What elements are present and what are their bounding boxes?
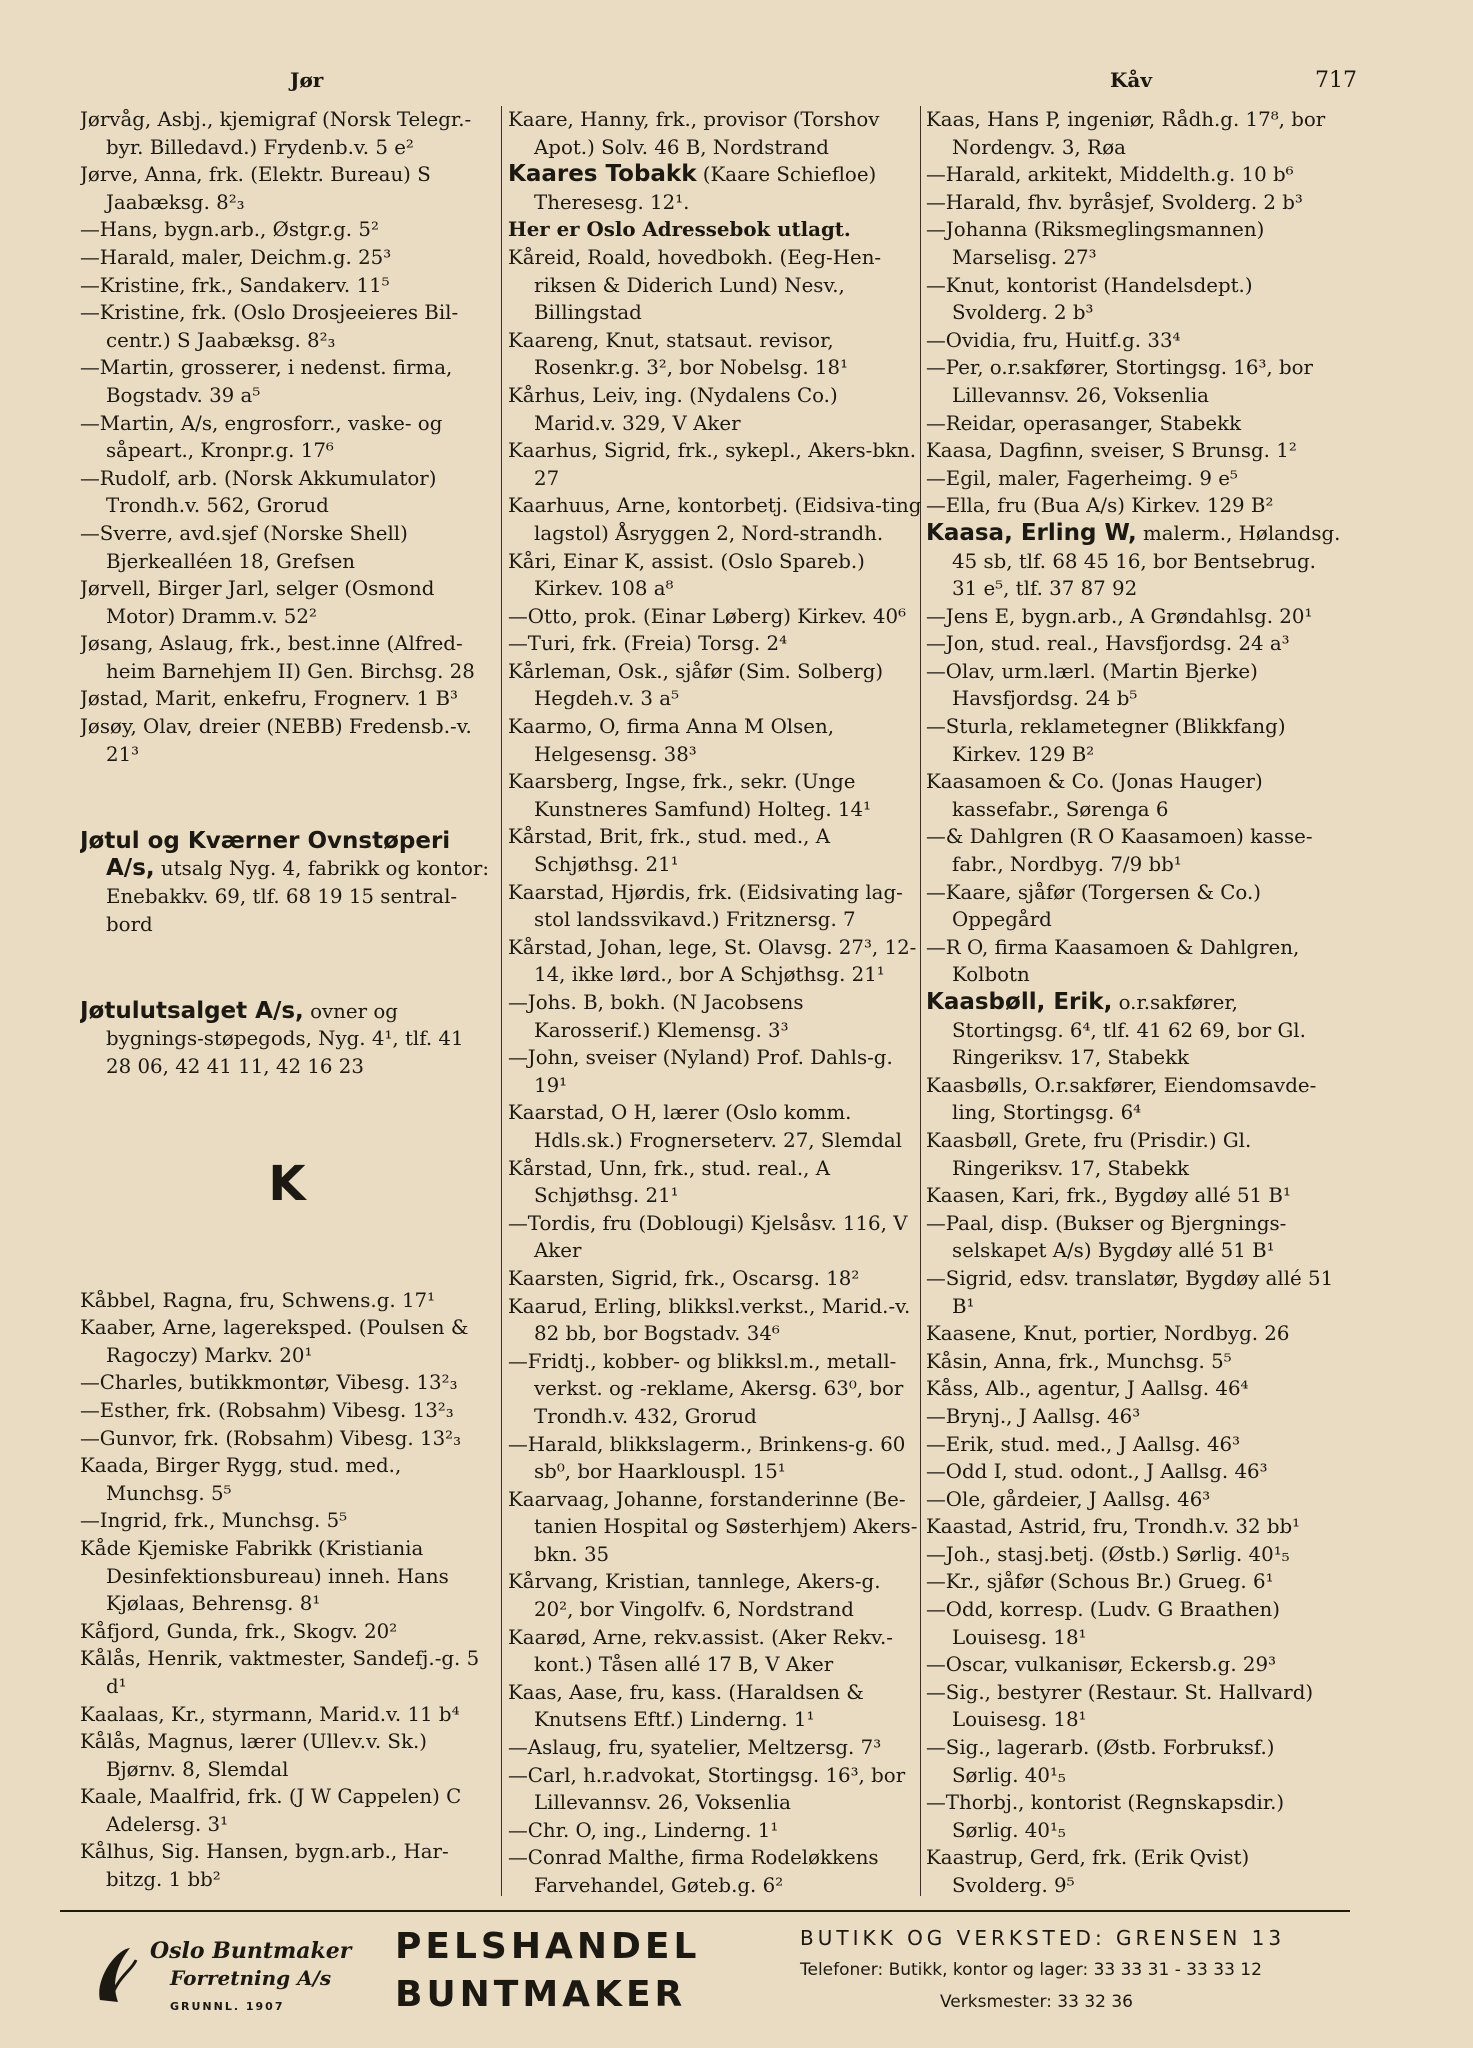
entry-text: Jøsang, Aslaug, frk., best.inne (Alfred-heim Barnehjem II) Gen. Birchsg. 28 — [80, 632, 475, 683]
directory-entry — [508, 1679, 922, 1734]
entry-text: Kaarhuus, Arne, kontorbetj. (Eidsiva-ting lagstol) Åsryggen 2, Nord-strandh. — [508, 494, 922, 545]
entry-text: —Tordis, fru (Doblougi) Kjelsåsv. 116, V Aker — [508, 1211, 908, 1263]
entry-text: Kårleman, Osk., sjåfør (Sim. Solberg) Hegdeh.v. 3 a⁵ — [508, 659, 884, 711]
directory-entry — [508, 630, 922, 658]
entry-text: —Rudolf, arb. (Norsk Akkumulator) Trondh.v. 562, Grorud — [80, 466, 437, 518]
entry-text: Jøstad, Marit, enkefru, Frognerv. 1 B³ — [80, 687, 458, 711]
directory-entry — [80, 520, 494, 575]
ad-workshop-phone: Verksmester: 33 32 36 — [940, 1992, 1133, 2012]
directory-entry — [80, 1397, 494, 1425]
entry-text: —Fridtj., kobber- og blikksl.m., metall-verkst. og -reklame, Akersg. 63⁰, bor Trondh.v. 432, Grorud — [508, 1349, 904, 1428]
entry-text: (Kaare Schiefloe) Theresesg. 12¹. — [534, 163, 877, 214]
entry-text: —Odd I, stud. odont., J Aallsg. 46³ — [926, 1460, 1268, 1484]
spacer — [80, 788, 494, 808]
entry-text: —Joh., stasj.betj. (Østb.) Sørlig. 40¹₅ — [926, 1542, 1290, 1566]
directory-entry — [926, 1403, 1342, 1431]
directory-entry — [926, 410, 1342, 438]
directory-entry — [80, 685, 494, 713]
entry-text: Kålås, Magnus, lærer (Ullev.v. Sk.) Bjørnv. 8, Slemdal — [80, 1730, 427, 1781]
directory-entry — [80, 244, 494, 272]
entry-text: Jørvåg, Asbj., kjemigraf (Norsk Telegr.-byr. Billedavd.) Frydenb.v. 5 e² — [80, 108, 472, 159]
entry-text: o.r.sakfører, Stortingsg. 6⁴, tlf. 41 62 69, bor Gl. Ringeriksv. 17, Stabekk — [952, 991, 1306, 1070]
column-rule — [501, 106, 502, 1896]
directory-entry — [926, 1320, 1342, 1348]
directory-entry — [926, 216, 1342, 271]
entry-name-bold: Kaasbøll, Erik, — [926, 989, 1113, 1015]
directory-entry — [926, 437, 1342, 465]
section-letter: K — [268, 1155, 306, 1212]
entry-text: Kaasa, Dagfinn, sveiser, S Brunsg. 1² — [926, 439, 1297, 463]
entry-text: Kåss, Alb., agentur, J Aallsg. 46⁴ — [926, 1377, 1249, 1401]
entry-text: utsalg Nyg. 4, fabrikk og kontor: Enebakkv. 69, tlf. 68 19 15 sentral-bord — [106, 857, 490, 936]
entry-text: —Otto, prok. (Einar Løberg) Kirkev. 40⁶ — [508, 604, 907, 628]
entry-text: —Harald, maler, Deichm.g. 25³ — [80, 245, 392, 269]
directory-entry — [508, 1734, 922, 1762]
entry-text: —Kaare, sjåfør (Torgersen & Co.) Oppegård — [926, 880, 1261, 932]
directory-entry — [80, 1645, 494, 1700]
directory-entry — [926, 189, 1342, 217]
directory-entry — [508, 1044, 922, 1099]
entry-text: —Sig., lagerarb. (Østb. Forbruksf.) Sørlig. 40¹₅ — [926, 1736, 1275, 1787]
logo-founded: GRUNNL. 1907 — [170, 2000, 285, 2013]
entry-text: Kåbbel, Ragna, fru, Schwens.g. 17¹ — [80, 1288, 436, 1312]
directory-entry — [926, 603, 1342, 631]
entry-text: Kårstad, Unn, frk., stud. real., A Schjøthsg. 21¹ — [508, 1156, 831, 1208]
directory-entry — [926, 1734, 1342, 1789]
entry-text: Kåri, Einar K, assist. (Oslo Spareb.) Kirkev. 108 a⁸ — [508, 549, 865, 601]
directory-entry — [508, 382, 922, 437]
directory-entry — [926, 1265, 1342, 1320]
directory-column-3 — [926, 106, 1342, 1896]
directory-entry — [508, 1293, 922, 1348]
entry-text: Kårvang, Kristian, tannlege, Akers-g. 20², bor Vingolfv. 6, Nordstrand — [508, 1570, 881, 1622]
entry-text: —Turi, frk. (Freia) Torsg. 2⁴ — [508, 632, 788, 656]
entry-text: malerm., Hølandsg. 45 sb, tlf. 68 45 16, bor Bentsebrug. 31 e⁵, tlf. 37 87 92 — [952, 521, 1341, 601]
directory-entry — [926, 989, 1342, 1072]
directory-entry — [80, 1425, 494, 1453]
directory-entry — [508, 161, 922, 216]
entry-text: Kaasbøll, Grete, fru (Prisdir.) Gl. Ringeriksv. 17, Stabekk — [926, 1128, 1252, 1180]
entry-text: —Sigrid, edsv. translatør, Bygdøy allé 51 B¹ — [926, 1266, 1334, 1318]
entry-text: Kårstad, Johan, lege, St. Olavsg. 27³, 12-14, ikke lørd., bor A Schjøthsg. 21¹ — [508, 935, 917, 987]
buntmaker-logo — [90, 1930, 390, 2020]
directory-entry — [926, 713, 1342, 768]
entry-text: —Reidar, operasanger, Stabekk — [926, 411, 1242, 435]
entry-text: Kaarvaag, Johanne, forstanderinne (Be-tanien Hospital og Søsterhjem) Akers-bkn. 35 — [508, 1487, 918, 1566]
directory-entry — [926, 492, 1342, 520]
entry-text: —Esther, frk. (Robsahm) Vibesg. 13²₃ — [80, 1398, 454, 1422]
directory-entry — [80, 1838, 494, 1893]
entry-text: —Sig., bestyrer (Restaur. St. Hallvard) Louisesg. 18¹ — [926, 1680, 1314, 1732]
directory-entry — [926, 879, 1342, 934]
directory-entry — [926, 106, 1342, 161]
directory-entry — [926, 1210, 1342, 1265]
monogram-icon — [90, 1940, 140, 2010]
directory-entry — [508, 1431, 922, 1486]
entry-text: —Harald, fhv. byråsjef, Svolderg. 2 b³ — [926, 190, 1303, 214]
directory-entry — [80, 1894, 494, 1896]
entry-text: —Kristine, frk., Sandakerv. 11⁵ — [80, 273, 390, 297]
directory-column-2 — [508, 106, 922, 1896]
entry-text: Kaada, Birger Rygg, stud. med., Munchsg. 5⁵ — [80, 1454, 402, 1505]
directory-entry — [926, 1789, 1342, 1844]
directory-entry — [926, 1513, 1342, 1541]
directory-entry — [926, 161, 1342, 189]
entry-text: Jørve, Anna, frk. (Elektr. Bureau) S Jaabæksg. 8²₃ — [80, 163, 431, 214]
directory-entry — [508, 879, 922, 934]
directory-entry — [926, 327, 1342, 355]
directory-entry — [508, 1817, 922, 1845]
logo-line-2: Forretning A/s — [170, 1966, 332, 1990]
directory-entry — [508, 327, 922, 382]
directory-entry — [926, 1568, 1342, 1596]
entry-text: —Oscar, vulkanisør, Eckersb.g. 29³ — [926, 1653, 1276, 1677]
directory-entry — [926, 1375, 1342, 1403]
entry-text: Kaareng, Knut, statsaut. revisor, Rosenkr.g. 3², bor Nobelsg. 18¹ — [508, 328, 849, 380]
entry-name-bold: Jøtul og Kværner Ovnstøperi A/s, — [80, 827, 451, 882]
directory-entry — [508, 1099, 922, 1154]
entry-text: ovner og bygnings-støpegods, Nyg. 4¹, tlf. 41 28 06, 42 41 11, 42 16 23 — [106, 999, 464, 1078]
directory-entry — [508, 1568, 922, 1623]
directory-entry — [508, 713, 922, 768]
entry-text: Kårstad, Brit, frk., stud. med., A Schjøthsg. 21¹ — [508, 825, 830, 877]
directory-entry — [80, 998, 494, 1081]
directory-entry — [508, 1155, 922, 1210]
entry-text: Kaalaas, Kr., styrmann, Marid.v. 11 b⁴ — [80, 1702, 460, 1726]
entry-text: —Ole, gårdeier, J Aallsg. 46³ — [926, 1487, 1211, 1511]
entry-text: —Gunvor, frk. (Robsahm) Vibesg. 13²₃ — [80, 1426, 462, 1450]
directory-entry — [80, 630, 494, 685]
entry-text: —Kristine, frk. (Oslo Drosjeeieres Bil-centr.) S Jaabæksg. 8²₃ — [80, 301, 459, 352]
entry-name-bold: Kaares Tobakk — [508, 161, 697, 188]
directory-column-1 — [80, 106, 494, 1896]
entry-text: Kaarhus, Sigrid, frk., sykepl., Akers-bkn. 27 — [508, 439, 917, 490]
directory-entry — [80, 1507, 494, 1535]
directory-entry — [508, 1844, 922, 1896]
directory-entry — [926, 1458, 1342, 1486]
directory-entry — [80, 1728, 494, 1783]
directory-entry — [80, 1287, 494, 1315]
entry-text: —Sverre, avd.sjef (Norske Shell) Bjerkealléen 18, Grefsen — [80, 521, 408, 573]
entry-text: —Kr., sjåfør (Schous Br.) Grueg. 6¹ — [926, 1570, 1274, 1594]
directory-entry — [926, 934, 1342, 989]
directory-entry — [80, 828, 494, 938]
directory-entry — [926, 768, 1342, 823]
entry-text: Kaasbølls, O.r.sakfører, Eiendomsavde-ling, Stortingsg. 6⁴ — [926, 1073, 1317, 1125]
directory-entry — [926, 1651, 1342, 1679]
ad-title-2: BUNTMAKER — [395, 1974, 687, 2015]
directory-entry — [80, 1314, 494, 1369]
entry-text: Kaastrup, Gerd, frk. (Erik Qvist) Svolderg. 9⁵ — [926, 1846, 1250, 1896]
directory-entry — [80, 299, 494, 354]
entry-text: —Johs. B, bokh. (N Jacobsens Karosserif.) Klemensg. 3³ — [508, 991, 804, 1042]
entry-text: Kårhus, Leiv, ing. (Nydalens Co.) Marid.v. 329, V Aker — [508, 383, 838, 435]
directory-entry — [926, 520, 1342, 603]
entry-text: Kåfjord, Gunda, frk., Skogv. 20² — [80, 1619, 398, 1643]
entry-text: Kaas, Hans P, ingeniør, Rådh.g. 17⁸, bor Nordengv. 3, Røa — [926, 108, 1326, 159]
directory-entry — [508, 1210, 922, 1265]
entry-name-bold: Kaasa, Erling W, — [926, 519, 1137, 546]
directory-entry: Her er Oslo Adressebok utlagt. — [508, 217, 851, 242]
entry-text: Kaarsberg, Ingse, frk., sekr. (Unge Kunstneres Samfund) Holteg. 14¹ — [508, 770, 872, 821]
entry-text: —Hans, bygn.arb., Østgr.g. 5² — [80, 218, 379, 242]
entry-text: —Johanna (Riksmeglingsmannen) Marselisg. 27³ — [926, 218, 1265, 269]
directory-entry — [926, 1348, 1342, 1376]
entry-text: Kaarud, Erling, blikksl.verkst., Marid.-v. 82 bb, bor Bogstadv. 34⁶ — [508, 1294, 911, 1346]
entry-text: Kaale, Maalfrid, frk. (J W Cappelen) C Adelersg. 3¹ — [80, 1785, 462, 1836]
directory-entry — [926, 658, 1342, 713]
entry-text: —Charles, butikkmontør, Vibesg. 13²₃ — [80, 1371, 458, 1395]
entry-text: Kaaber, Arne, lagereksped. (Poulsen & Ragoczy) Markv. 20¹ — [80, 1316, 469, 1367]
directory-entry — [508, 989, 922, 1044]
directory-entry — [926, 1431, 1342, 1459]
entry-text: —Martin, A/s, engrosforr., vaske- og såpeart., Kronpr.g. 17⁶ — [80, 411, 443, 463]
entry-text: —Egil, maler, Fagerheimg. 9 e⁵ — [926, 466, 1238, 490]
entry-text: —R O, firma Kaasamoen & Dahlgren, Kolbotn — [926, 935, 1300, 987]
entry-text: —Thorbj., kontorist (Regnskapsdir.) Sørlig. 40¹₅ — [926, 1791, 1285, 1842]
directory-entry — [80, 1701, 494, 1729]
directory-entry — [80, 161, 494, 216]
spacer — [80, 958, 494, 978]
entry-text: —Jon, stud. real., Havsfjordsg. 24 a³ — [926, 632, 1290, 656]
entry-text: —Odd, korresp. (Ludv. G Braathen) Louisesg. 18¹ — [926, 1598, 1280, 1649]
directory-entry — [508, 934, 922, 989]
directory-entry — [508, 658, 922, 713]
directory-entry — [508, 492, 922, 547]
directory-entry — [508, 1624, 922, 1679]
directory-entry — [926, 354, 1342, 409]
directory-entry — [926, 1127, 1342, 1182]
directory-entry — [926, 1596, 1342, 1651]
logo-line-1: Oslo Buntmaker — [150, 1938, 352, 1964]
entry-text: Kaas, Aase, fru, kass. (Haraldsen & Knutsens Eftf.) Linderng. 1¹ — [508, 1680, 864, 1732]
ad-phones: Telefoner: Butikk, kontor og lager: 33 33 31 - 33 33 12 — [800, 1960, 1262, 1980]
entry-text: Kaastad, Astrid, fru, Trondh.v. 32 bb¹ — [926, 1515, 1301, 1539]
directory-entry — [80, 713, 494, 768]
ad-address: BUTIKK OG VERKSTED: GRENSEN 13 — [800, 1926, 1286, 1950]
directory-entry — [80, 465, 494, 520]
directory-entry — [80, 106, 494, 161]
entry-text: Jøsøy, Olav, dreier (NEBB) Fredensb.-v. 21³ — [80, 715, 472, 766]
entry-text: —& Dahlgren (R O Kaasamoen) kasse-fabr., Nordbyg. 7/9 bb¹ — [926, 825, 1313, 877]
entry-text: —Harald, blikkslagerm., Brinkens-g. 60 sb⁰, bor Haarklouspl. 15¹ — [508, 1432, 906, 1484]
entry-text: —Olav, urm.lærl. (Martin Bjerke) Havsfjordsg. 24 b⁵ — [926, 659, 1258, 711]
header-right-guide: Kåv — [1110, 68, 1152, 92]
entry-text: Kaarmo, O, firma Anna M Olsen, Helgesensg. 38³ — [508, 715, 835, 766]
page-header — [60, 62, 1357, 102]
entry-text: —Ovidia, fru, Huitf.g. 33⁴ — [926, 328, 1181, 352]
entry-text: —Carl, h.r.advokat, Stortingsg. 16³, bor Lillevannsv. 26, Voksenlia — [508, 1763, 906, 1815]
entry-text: —Paal, disp. (Bukser og Bjergnings-selskapet A/s) Bygdøy allé 51 B¹ — [926, 1211, 1287, 1263]
entry-text: Kåde Kjemiske Fabrikk (Kristiania Desinfektionsbureau) inneh. Hans Kjølaas, Behrensg. 8¹ — [80, 1536, 449, 1616]
entry-text: —Harald, arkitekt, Middelth.g. 10 b⁶ — [926, 163, 1294, 187]
directory-entry — [508, 603, 922, 631]
entry-text: Kaarød, Arne, rekv.assist. (Aker Rekv.-kont.) Tåsen allé 17 B, V Aker — [508, 1625, 893, 1677]
ad-title-1: PELSHANDEL — [395, 1926, 701, 1967]
directory-entry — [926, 630, 1342, 658]
directory-entry — [508, 768, 922, 823]
entry-text: Kaarstad, O H, lærer (Oslo komm. Hdls.sk.) Frognerseterv. 27, Slemdal — [508, 1101, 903, 1152]
directory-entry — [80, 575, 494, 630]
entry-text: Kålås, Henrik, vaktmester, Sandefj.-g. 5 d¹ — [80, 1647, 480, 1698]
directory-entry — [80, 216, 494, 244]
header-left-guide: Jør — [290, 68, 324, 92]
entry-text: —Chr. O, ing., Linderng. 1¹ — [508, 1818, 779, 1842]
directory-entry — [926, 1072, 1342, 1127]
entry-text: Kåsin, Anna, frk., Munchsg. 5⁵ — [926, 1349, 1232, 1373]
directory-entry — [926, 1541, 1342, 1569]
directory-entry — [926, 823, 1342, 878]
entry-text: —Brynj., J Aallsg. 46³ — [926, 1404, 1141, 1428]
entry-text: Kaarstad, Hjørdis, frk. (Eidsivating lag-stol landssvikavd.) Fritznersg. 7 — [508, 880, 903, 932]
entry-text: —Conrad Malthe, firma Rodeløkkens Farvehandel, Gøteb.g. 6² — [508, 1846, 879, 1896]
directory-entry — [926, 465, 1342, 493]
entry-text: —Erik, stud. med., J Aallsg. 46³ — [926, 1432, 1241, 1456]
entry-text: —Per, o.r.sakfører, Stortingsg. 16³, bor Lillevannsv. 26, Voksenlia — [926, 356, 1314, 407]
entry-text: —John, sveiser (Nyland) Prof. Dahls-g. 19¹ — [508, 1046, 893, 1097]
directory-entry — [926, 1486, 1342, 1514]
page-number: 717 — [1315, 68, 1357, 93]
directory-entry — [80, 272, 494, 300]
directory-entry — [926, 272, 1342, 327]
directory-entry — [80, 1618, 494, 1646]
directory-entry — [508, 1762, 922, 1817]
directory-entry — [80, 1535, 494, 1618]
entry-text: —Ella, fru (Bua A/s) Kirkev. 129 B² — [926, 494, 1274, 518]
directory-entry — [508, 823, 922, 878]
entry-name-bold: Jøtulutsalget A/s, — [80, 997, 304, 1024]
entry-text: Kaare, Hanny, frk., provisor (Torshov Apot.) Solv. 46 B, Nordstrand — [508, 108, 880, 159]
directory-entry — [508, 1348, 922, 1431]
entry-text: Kåreid, Roald, hovedbokh. (Eeg-Hen-riksen & Diderich Lund) Nesv., Billingstad — [508, 245, 882, 325]
directory-entry — [80, 1452, 494, 1507]
advertisement — [60, 1910, 1350, 2032]
directory-entry — [508, 548, 922, 603]
directory-entry — [926, 1182, 1342, 1210]
directory-entry — [80, 1783, 494, 1838]
entry-text: Kaasene, Knut, portier, Nordbyg. 26 — [926, 1322, 1290, 1346]
entry-text: Jørvell, Birger Jarl, selger (Osmond Motor) Dramm.v. 52² — [80, 577, 435, 628]
directory-entry — [80, 410, 494, 465]
directory-entry — [508, 1486, 922, 1569]
entry-text: Kålhus, Sig. Hansen, bygn.arb., Har-bitzg. 1 bb² — [80, 1840, 449, 1892]
directory-entry — [926, 1844, 1342, 1896]
directory-entry — [508, 437, 922, 492]
entry-text: —Jens E, bygn.arb., A Grøndahlsg. 20¹ — [926, 604, 1313, 628]
directory-entry — [508, 244, 922, 327]
entry-text: —Sturla, reklametegner (Blikkfang) Kirkev. 129 B² — [926, 715, 1286, 766]
entry-text: Kaarsten, Sigrid, frk., Oscarsg. 18² — [508, 1266, 860, 1290]
entry-text: Kaasen, Kari, frk., Bygdøy allé 51 B¹ — [926, 1184, 1291, 1208]
entry-text: —Ingrid, frk., Munchsg. 5⁵ — [80, 1509, 348, 1533]
directory-entry — [508, 106, 922, 161]
entry-text: —Knut, kontorist (Handelsdept.) Svolderg. 2 b³ — [926, 273, 1253, 325]
directory-entry — [926, 1679, 1342, 1734]
entry-text: —Aslaug, fru, syatelier, Meltzersg. 7³ — [508, 1736, 882, 1760]
entry-text: Kaasamoen & Co. (Jonas Hauger) kassefabr., Sørenga 6 — [926, 770, 1263, 821]
entry-text: —Martin, grosserer, i nedenst. firma, Bogstadv. 39 a⁵ — [80, 356, 453, 407]
directory-entry — [80, 1369, 494, 1397]
directory-entry — [508, 1265, 922, 1293]
directory-entry — [80, 354, 494, 409]
